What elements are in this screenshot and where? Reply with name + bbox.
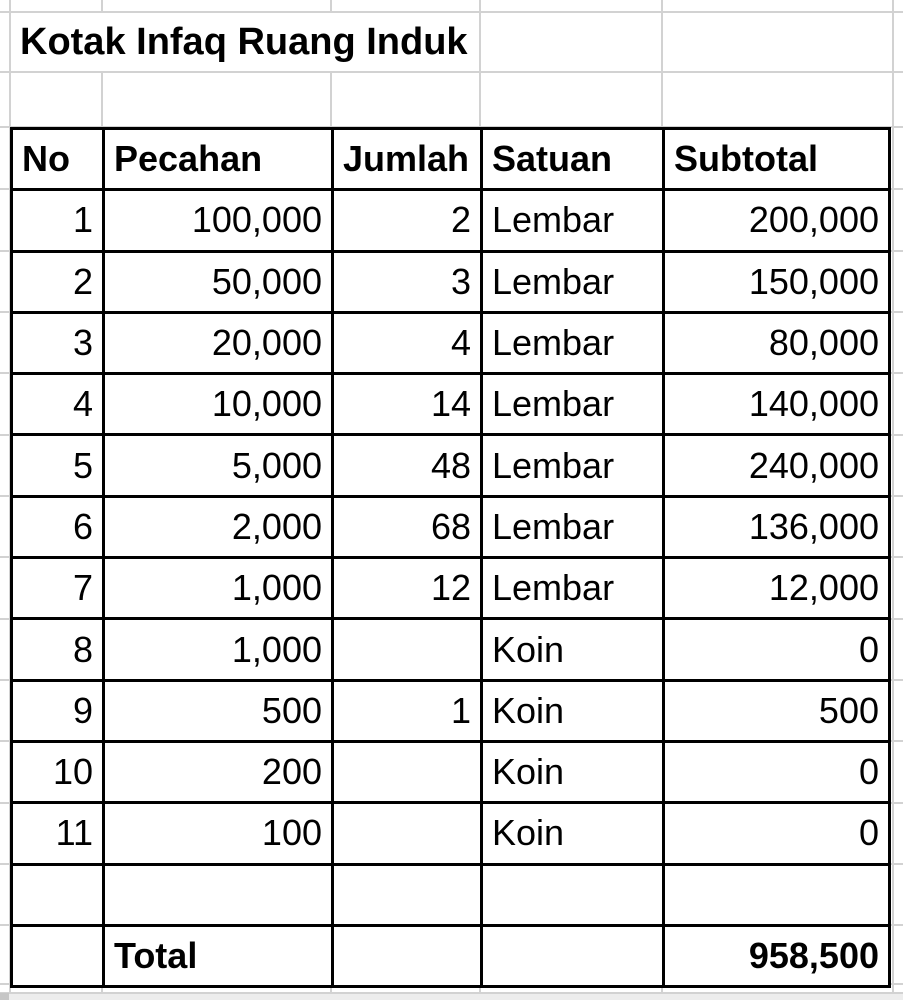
table-row — [12, 741, 890, 802]
cell-jumlah[interactable]: 68 — [333, 496, 482, 557]
cell-pecahan[interactable]: 500 — [104, 680, 333, 741]
table-row — [12, 251, 890, 312]
cell-satuan[interactable]: Koin — [482, 680, 664, 741]
header-pecahan[interactable]: Pecahan — [104, 129, 333, 190]
table-row — [12, 190, 890, 251]
cell-satuan[interactable]: Koin — [482, 741, 664, 802]
table-row — [12, 619, 890, 680]
cell-no[interactable]: 8 — [12, 619, 104, 680]
cell-no[interactable] — [12, 864, 104, 925]
cell-satuan[interactable]: Lembar — [482, 190, 664, 251]
cell-subtotal[interactable] — [664, 864, 890, 925]
table-row — [12, 374, 890, 435]
cell-pecahan[interactable]: 200 — [104, 741, 333, 802]
cell-total-blank-jumlah[interactable] — [333, 925, 482, 986]
cell-jumlah[interactable]: 48 — [333, 435, 482, 496]
sheet-title-cell[interactable] — [11, 13, 479, 71]
cell-subtotal[interactable]: 0 — [664, 619, 890, 680]
cell-jumlah[interactable]: 12 — [333, 558, 482, 619]
cell-pecahan[interactable]: 20,000 — [104, 312, 333, 373]
cell-satuan[interactable]: Lembar — [482, 251, 664, 312]
header-jumlah[interactable]: Jumlah — [333, 129, 482, 190]
cell-subtotal[interactable]: 240,000 — [664, 435, 890, 496]
window-bottom-edge — [0, 994, 903, 1000]
cell-pecahan[interactable]: 5,000 — [104, 435, 333, 496]
cell-pecahan[interactable]: 50,000 — [104, 251, 333, 312]
cell-subtotal[interactable]: 0 — [664, 803, 890, 864]
table-row — [12, 558, 890, 619]
cell-total-blank-satuan[interactable] — [482, 925, 664, 986]
cell-satuan[interactable]: Lembar — [482, 558, 664, 619]
cell-satuan[interactable]: Lembar — [482, 312, 664, 373]
cell-total-label[interactable]: Total — [104, 925, 333, 986]
cell-jumlah[interactable]: 3 — [333, 251, 482, 312]
cell-jumlah[interactable] — [333, 741, 482, 802]
cell-no[interactable]: 11 — [12, 803, 104, 864]
cell-satuan[interactable]: Koin — [482, 803, 664, 864]
cell-pecahan[interactable] — [104, 864, 333, 925]
cell-subtotal[interactable]: 0 — [664, 741, 890, 802]
cell-satuan[interactable]: Lembar — [482, 496, 664, 557]
cell-subtotal[interactable]: 80,000 — [664, 312, 890, 373]
table-row — [12, 496, 890, 557]
cell-pecahan[interactable]: 2,000 — [104, 496, 333, 557]
table-header — [12, 129, 890, 190]
cell-pecahan[interactable]: 1,000 — [104, 619, 333, 680]
cell-jumlah[interactable]: 4 — [333, 312, 482, 373]
cell-jumlah[interactable] — [333, 864, 482, 925]
cell-pecahan[interactable]: 1,000 — [104, 558, 333, 619]
cell-subtotal[interactable]: 136,000 — [664, 496, 890, 557]
table-row — [12, 864, 890, 925]
cell-satuan[interactable] — [482, 864, 664, 925]
header-row — [12, 129, 890, 190]
cell-no[interactable]: 10 — [12, 741, 104, 802]
table-body — [12, 190, 890, 926]
cell-no[interactable]: 2 — [12, 251, 104, 312]
cell-subtotal[interactable]: 12,000 — [664, 558, 890, 619]
table-footer — [12, 925, 890, 986]
cell-jumlah[interactable] — [333, 619, 482, 680]
table-row — [12, 803, 890, 864]
cell-subtotal[interactable]: 500 — [664, 680, 890, 741]
cell-no[interactable]: 1 — [12, 190, 104, 251]
cell-pecahan[interactable]: 100 — [104, 803, 333, 864]
table-row — [12, 680, 890, 741]
header-no[interactable]: No — [12, 129, 104, 190]
cell-satuan[interactable]: Koin — [482, 619, 664, 680]
window-bottom-corner — [0, 993, 9, 1000]
cell-no[interactable]: 6 — [12, 496, 104, 557]
cell-jumlah[interactable] — [333, 803, 482, 864]
cell-jumlah[interactable]: 1 — [333, 680, 482, 741]
cell-pecahan[interactable]: 100,000 — [104, 190, 333, 251]
cell-satuan[interactable]: Lembar — [482, 374, 664, 435]
cell-jumlah[interactable]: 2 — [333, 190, 482, 251]
cell-subtotal[interactable]: 150,000 — [664, 251, 890, 312]
cell-jumlah[interactable]: 14 — [333, 374, 482, 435]
infaq-table — [10, 127, 891, 988]
cell-subtotal[interactable]: 200,000 — [664, 190, 890, 251]
cell-no[interactable]: 4 — [12, 374, 104, 435]
table-row — [12, 312, 890, 373]
header-subtotal[interactable]: Subtotal — [664, 129, 890, 190]
total-row — [12, 925, 890, 986]
cell-no[interactable]: 9 — [12, 680, 104, 741]
cell-no[interactable]: 7 — [12, 558, 104, 619]
cell-subtotal[interactable]: 140,000 — [664, 374, 890, 435]
cell-total-blank-no[interactable] — [12, 925, 104, 986]
sheet-title: Kotak Infaq Ruang Induk — [20, 20, 468, 63]
cell-pecahan[interactable]: 10,000 — [104, 374, 333, 435]
table-row — [12, 435, 890, 496]
cell-total-value[interactable]: 958,500 — [664, 925, 890, 986]
gridline-horizontal — [0, 71, 903, 73]
cell-no[interactable]: 5 — [12, 435, 104, 496]
header-satuan[interactable]: Satuan — [482, 129, 664, 190]
cell-satuan[interactable]: Lembar — [482, 435, 664, 496]
cell-no[interactable]: 3 — [12, 312, 104, 373]
